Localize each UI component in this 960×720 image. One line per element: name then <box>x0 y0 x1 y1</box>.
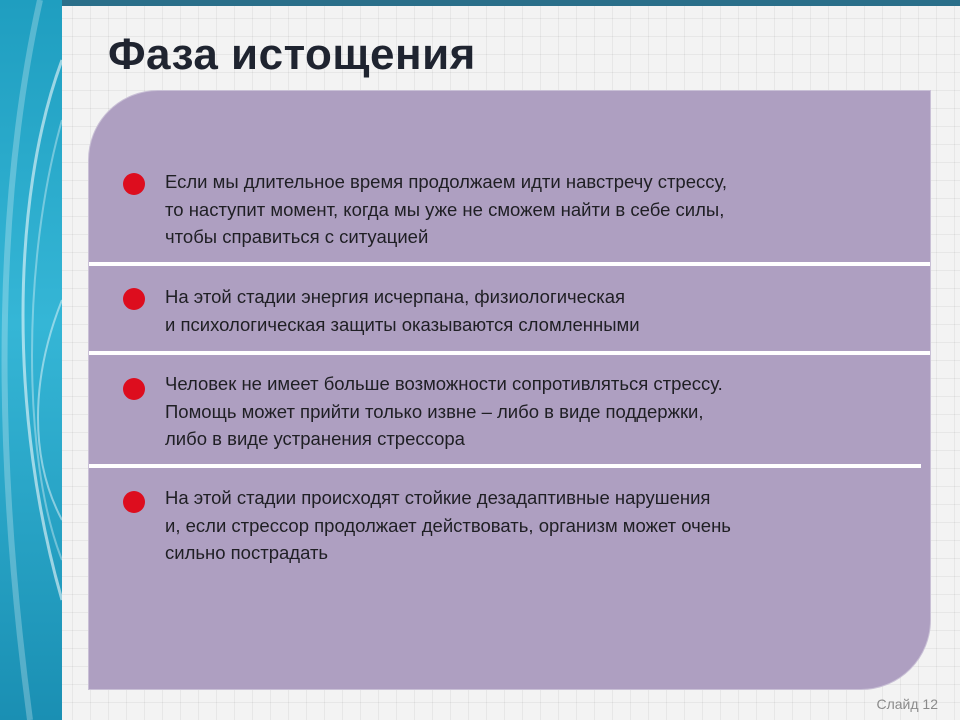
top-accent-bar <box>0 0 960 6</box>
decorative-side-band <box>0 0 62 720</box>
bullet-line: Если мы длительное время продолжаем идти навстречу стрессу, <box>165 171 728 192</box>
bullet-line: Помощь может прийти только извне – либо в виде поддержки, <box>165 400 704 422</box>
slide-title: Фаза истощения <box>108 30 476 79</box>
bullet-line: На этой стадии происходят стойкие дезадаптивные нарушения <box>165 487 711 508</box>
bullet-line: чтобы справиться с ситуацией <box>165 226 429 247</box>
bullet-line: либо в виде устранения стрессора <box>165 428 465 449</box>
bullet-dot-icon <box>123 378 145 400</box>
separator-line <box>89 351 931 355</box>
bullet-dot-icon <box>123 173 145 195</box>
bullet-line: то наступит момент, когда мы уже не сможем найти в себе силы, <box>165 198 725 220</box>
bullet-text <box>165 484 731 567</box>
content-panel <box>88 90 931 690</box>
bullet-dot-icon <box>123 491 145 513</box>
bullet-text <box>165 370 723 453</box>
bullet-line: На этой стадии энергия исчерпана, физиологическая <box>165 286 626 307</box>
bullet-text <box>165 168 727 251</box>
slide-number: Слайд 12 <box>876 696 938 712</box>
wave-decoration-icon <box>0 0 62 720</box>
bullet-line: и, если стрессор продолжает действовать, организм может очень <box>165 514 731 536</box>
bullet-line: сильно пострадать <box>165 542 329 563</box>
separator-line <box>89 262 931 266</box>
bullet-text <box>165 283 640 338</box>
bullet-dot-icon <box>123 288 145 310</box>
bullet-line: и психологическая защиты оказываются сломленными <box>165 313 640 335</box>
separator-line <box>89 464 921 468</box>
bullet-line: Человек не имеет больше возможности сопротивляться стрессу. <box>165 373 723 394</box>
